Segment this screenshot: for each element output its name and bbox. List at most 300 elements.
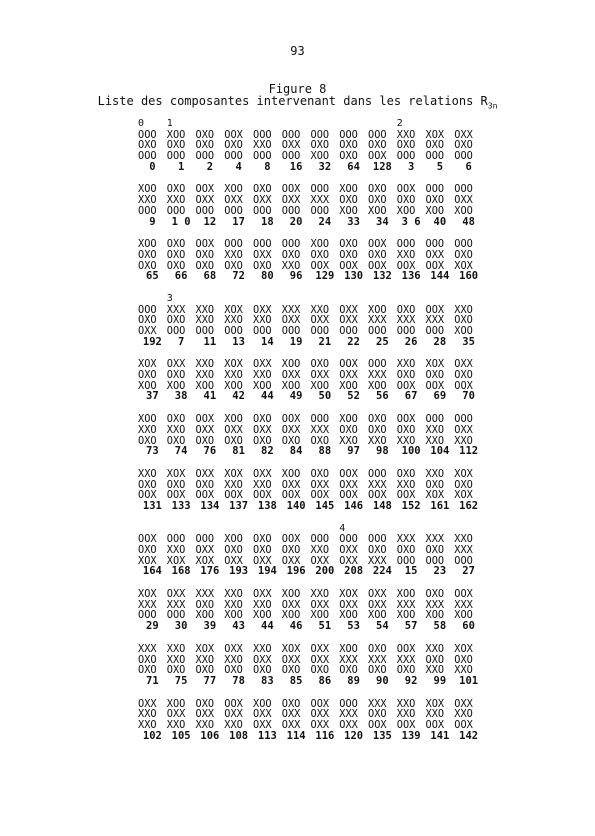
pattern-cell: OXX <box>253 194 272 207</box>
pattern-cell: OOX <box>253 489 272 502</box>
component-number: 168 <box>171 565 191 578</box>
pattern-cell: OXO <box>396 544 416 556</box>
pattern-cell: OOO <box>166 150 186 163</box>
pattern-cell: OOO <box>166 204 186 217</box>
component-number: 99 <box>433 674 447 687</box>
component-number: 21 <box>318 335 332 348</box>
pattern-cell: OOX <box>281 489 301 502</box>
pattern-cell: OXO <box>138 314 157 327</box>
pattern-cell: XXX <box>368 478 387 491</box>
pattern-cell: XXO <box>166 653 186 666</box>
pattern-cell: OXX <box>454 697 473 710</box>
pattern-cell: OOO <box>310 128 330 141</box>
pattern-cell: OXX <box>224 554 243 567</box>
pattern-cell: OOX <box>396 183 416 196</box>
pattern-cell: XOO <box>339 642 358 655</box>
pattern-cell: XOX <box>138 588 157 601</box>
pattern-cell: OXX <box>281 554 301 567</box>
pattern-cell: XOO <box>368 609 387 622</box>
component-number: 27 <box>462 565 475 578</box>
component-number: 17 <box>232 215 245 228</box>
pattern-cell: OOO <box>454 238 473 251</box>
pattern-cell: OXO <box>396 369 416 382</box>
pattern-cell: OXO <box>310 139 330 152</box>
pattern-cell: OOO <box>253 325 272 337</box>
component-number: 20 <box>289 215 303 228</box>
component-number: 8 <box>264 160 271 173</box>
pattern-cell: XXO <box>396 434 416 447</box>
pattern-cell: XOX <box>454 259 473 272</box>
pattern-cell: OXX <box>224 194 243 207</box>
pattern-cell: OXO <box>166 478 186 491</box>
pattern-cell: XXX <box>138 598 157 611</box>
pattern-cell: OOX <box>396 489 416 502</box>
component-number: 102 <box>142 729 162 742</box>
pattern-cell: XXO <box>224 653 243 666</box>
pattern-cell: OOO <box>166 609 186 622</box>
component-number: 72 <box>232 270 245 283</box>
pattern-cell: OOO <box>253 204 272 217</box>
pattern-cell: OXX <box>310 642 330 655</box>
pattern-cell: XXX <box>454 598 473 611</box>
pattern-cell: XOO <box>224 183 243 196</box>
component-number: 12 <box>203 215 217 228</box>
pattern-cell: OXX <box>253 718 272 731</box>
pattern-cell: XXO <box>396 697 416 710</box>
pattern-cell: OXO <box>425 478 445 491</box>
component-number: 129 <box>315 270 335 283</box>
component-number: 77 <box>203 674 217 687</box>
number-row <box>138 446 483 457</box>
pattern-cell: OXO <box>195 248 215 261</box>
pattern-cell: XXX <box>339 708 358 721</box>
pattern-cell: OXX <box>253 653 272 666</box>
pattern-cell: OOX <box>368 718 387 731</box>
pattern-cell: XOO <box>339 204 358 217</box>
pattern-cell: OXO <box>396 664 416 677</box>
component-number: 14 <box>261 335 274 348</box>
pattern-cell: XOO <box>425 609 445 622</box>
pattern-cell: OXO <box>253 413 272 426</box>
component-number: 37 <box>146 390 159 403</box>
component-number: 106 <box>200 729 220 742</box>
pattern-cell: XXO <box>253 314 272 327</box>
component-number: 139 <box>401 729 421 742</box>
pattern-cell: OOO <box>281 238 301 251</box>
pattern-cell: OXO <box>339 139 358 152</box>
component-number: 152 <box>401 499 421 512</box>
pattern-cell: OXX <box>425 248 445 261</box>
pattern-cell: OXO <box>368 423 387 436</box>
pattern-cell: OXO <box>166 664 186 677</box>
pattern-cell: OXX <box>339 369 358 382</box>
pattern-cell: OOO <box>339 697 358 710</box>
component-number: 100 <box>401 445 421 458</box>
pattern-cell: XXO <box>195 369 215 382</box>
component-number: 85 <box>289 674 303 687</box>
pattern-cell: XOO <box>339 183 358 196</box>
component-number: 5 <box>436 160 444 173</box>
pattern-cell: OXO <box>138 139 157 152</box>
pattern-cell: XOO <box>166 697 186 710</box>
pattern-cell: XXO <box>166 194 186 207</box>
pattern-cell: OXO <box>138 653 157 666</box>
component-block <box>138 524 483 577</box>
pattern-cell: OXO <box>195 598 215 611</box>
component-number: 80 <box>261 270 274 283</box>
pattern-cell: OXO <box>138 259 157 272</box>
component-number: 140 <box>286 499 306 512</box>
pattern-cell: XOX <box>454 489 473 502</box>
pattern-cell: OOO <box>425 183 445 196</box>
pattern-cell: OOX <box>310 697 330 710</box>
pattern-cell: OXO <box>166 238 186 251</box>
pattern-cell: OOX <box>339 467 358 480</box>
pattern-cell: OOX <box>166 489 186 502</box>
group-marker: 3 <box>166 292 173 304</box>
pattern-cell: OOO <box>195 204 215 217</box>
pattern-cell: OXX <box>195 194 215 207</box>
pattern-cell: OOO <box>166 533 186 546</box>
pattern-cell: OXX <box>281 314 301 327</box>
pattern-cell: OXO <box>339 248 358 261</box>
pattern-cell: OOO <box>138 204 157 217</box>
pattern-cell: OOX <box>425 259 445 272</box>
pattern-cell: OXO <box>396 467 416 480</box>
pattern-cell: OXO <box>425 194 445 207</box>
component-number: 65 <box>146 270 159 283</box>
pattern-cell: OOX <box>195 238 215 251</box>
pattern-cell: XOO <box>310 609 330 622</box>
pattern-cell: OOO <box>224 325 243 337</box>
pattern-cell: OXX <box>454 358 473 371</box>
pattern-cell: XOX <box>339 588 358 601</box>
pattern-cell: OXO <box>368 183 387 196</box>
component-number: 44 <box>261 620 274 633</box>
pattern-cell: XOX <box>454 467 473 480</box>
pattern-cell: OXO <box>425 653 445 666</box>
component-number: 0 <box>149 160 156 173</box>
pattern-cell: OXO <box>368 413 387 426</box>
pattern-cell: OXO <box>281 434 301 447</box>
pattern-cell: OXO <box>224 434 243 447</box>
pattern-cell: XOX <box>138 554 157 567</box>
component-number: 146 <box>344 499 364 512</box>
pattern-cell: OXO <box>368 194 387 207</box>
pattern-cell: XOO <box>253 697 272 710</box>
component-number: 98 <box>376 445 389 458</box>
pattern-cell: XOO <box>310 379 330 392</box>
pattern-cell: OOO <box>253 150 272 163</box>
pattern-cell: OXO <box>368 708 387 721</box>
component-number: 16 <box>289 160 303 173</box>
pattern-cell: OOO <box>339 533 358 546</box>
pattern-cell: OOX <box>138 489 157 502</box>
pattern-cell: OXO <box>253 259 272 272</box>
pattern-cell: OXO <box>310 248 330 261</box>
pattern-cell: XOO <box>454 609 473 622</box>
component-number: 69 <box>433 390 447 403</box>
pattern-cell: OOO <box>224 150 243 163</box>
group-marker: 0 <box>138 118 145 129</box>
pattern-cell: OXO <box>368 664 387 677</box>
pattern-cell: OXO <box>425 588 445 601</box>
pattern-cell: OOO <box>454 183 473 196</box>
pattern-cell: OXO <box>310 467 330 480</box>
pattern-row <box>138 644 483 655</box>
component-number: 19 <box>289 335 303 348</box>
pattern-cell: OOO <box>425 325 445 337</box>
pattern-cell: XOX <box>425 697 445 710</box>
component-number: 144 <box>430 270 450 283</box>
number-row <box>138 337 483 348</box>
component-number: 131 <box>142 499 162 512</box>
pattern-cell: OXO <box>166 259 186 272</box>
pattern-cell: OOO <box>310 413 330 426</box>
pattern-cell: XXX <box>368 653 387 666</box>
pattern-cell: OXX <box>339 544 358 556</box>
pattern-cell: OXO <box>253 664 272 677</box>
pattern-cell: XOO <box>310 150 330 163</box>
pattern-cell: XOO <box>339 413 358 426</box>
pattern-cell: XOO <box>166 128 186 141</box>
component-block <box>138 644 483 687</box>
pattern-cell: XXO <box>425 467 445 480</box>
component-number: 120 <box>344 729 364 742</box>
component-number: 92 <box>404 674 418 687</box>
pattern-cell: OXX <box>224 708 243 721</box>
pattern-cell: OOX <box>396 718 416 731</box>
pattern-cell: OXX <box>281 139 301 152</box>
pattern-cell: OOX <box>425 379 445 392</box>
pattern-cell: OXX <box>195 544 215 556</box>
pattern-cell: OOX <box>396 642 416 655</box>
pattern-cell: OXX <box>224 642 243 655</box>
pattern-cell: OXX <box>281 194 301 207</box>
pattern-cell: XOO <box>368 204 387 217</box>
component-number: 41 <box>203 390 217 403</box>
component-number: 78 <box>232 674 245 687</box>
pattern-cell: XOO <box>368 303 387 316</box>
component-number: 141 <box>430 729 450 742</box>
pattern-cell: OXO <box>138 248 157 261</box>
pattern-cell: OXO <box>195 664 215 677</box>
pattern-cell: XOO <box>339 379 358 392</box>
component-number: 50 <box>318 390 332 403</box>
pattern-cell: OXX <box>281 718 301 731</box>
component-number: 176 <box>200 565 220 578</box>
pattern-cell: OOO <box>253 238 272 251</box>
pattern-cell: XXO <box>253 369 272 382</box>
pattern-cell: XXO <box>138 718 157 731</box>
pattern-cell: OXO <box>454 653 473 666</box>
pattern-cell: OOO <box>454 413 473 426</box>
component-number: 51 <box>318 620 332 633</box>
pattern-cell: XXO <box>224 718 243 731</box>
pattern-cell: OXX <box>310 314 330 327</box>
pattern-cell: OXX <box>224 423 243 436</box>
pattern-cell: OXX <box>253 467 272 480</box>
component-number: 44 <box>261 390 274 403</box>
pattern-cell: XXO <box>454 664 473 677</box>
pattern-cell: OXX <box>253 248 272 261</box>
pattern-cell: XOX <box>195 554 215 567</box>
pattern-cell: OOX <box>425 303 445 316</box>
pattern-cell: OXO <box>454 369 473 382</box>
pattern-cell: OXX <box>166 358 186 371</box>
component-number: 56 <box>376 390 389 403</box>
component-number: 25 <box>376 335 389 348</box>
pattern-cell: OXO <box>396 303 416 316</box>
component-number: 67 <box>404 390 418 403</box>
pattern-cell: OXO <box>195 478 215 491</box>
pattern-row <box>138 250 483 261</box>
pattern-cell: OXX <box>281 369 301 382</box>
pattern-cell: OXX <box>253 588 272 601</box>
pattern-cell: XXO <box>253 139 272 152</box>
pattern-cell: XOO <box>454 204 473 217</box>
pattern-cell: OXO <box>368 139 387 152</box>
component-block <box>138 589 483 632</box>
pattern-cell: OXO <box>425 544 445 556</box>
pattern-cell: OXX <box>310 598 330 611</box>
pattern-cell: OXO <box>281 697 301 710</box>
pattern-cell: OOO <box>339 325 358 337</box>
component-number: 49 <box>289 390 303 403</box>
number-row <box>138 501 483 512</box>
component-number: 224 <box>372 565 392 578</box>
component-number: 6 <box>465 160 472 173</box>
pattern-cell: XOO <box>310 238 330 251</box>
pattern-cell: OXX <box>253 303 272 316</box>
component-number: 40 <box>433 215 447 228</box>
pattern-cell: XOO <box>138 413 157 426</box>
pattern-cell: XXO <box>166 718 186 731</box>
pattern-cell: XOX <box>454 642 473 655</box>
pattern-cell: OOX <box>368 489 387 502</box>
pattern-cell: OOO <box>425 554 445 567</box>
pattern-cell: OXX <box>454 128 473 141</box>
pattern-cell: OXO <box>138 369 157 382</box>
pattern-cell: OXO <box>195 128 215 141</box>
pattern-cell: OXO <box>281 248 301 261</box>
component-number: 1 0 <box>171 215 191 228</box>
component-block <box>138 294 483 347</box>
pattern-row <box>138 425 483 436</box>
component-block <box>138 414 483 457</box>
figure-subtitle <box>0 94 595 110</box>
pattern-cell: OXX <box>281 708 301 721</box>
pattern-cell: OXO <box>281 544 301 556</box>
component-number: 35 <box>462 335 475 348</box>
pattern-cell: OXX <box>339 554 358 567</box>
pattern-cell: XOO <box>281 358 301 371</box>
pattern-cell: OXO <box>166 139 186 152</box>
pattern-cell: OOO <box>138 303 157 316</box>
pattern-cell: XXO <box>195 653 215 666</box>
pattern-cell: OXO <box>339 664 358 677</box>
pattern-cell: OOO <box>138 609 157 622</box>
component-number: 135 <box>372 729 392 742</box>
pattern-cell: XOO <box>166 379 186 392</box>
pattern-cell: OXO <box>368 248 387 261</box>
component-number: 58 <box>433 620 447 633</box>
group-marker: 4 <box>339 522 346 534</box>
component-block <box>138 184 483 227</box>
pattern-cell: OOO <box>310 204 330 217</box>
pattern-cell: OXO <box>195 139 215 152</box>
pattern-cell: OXO <box>368 544 387 556</box>
pattern-cell: XOO <box>195 609 215 622</box>
pattern-cell: OXX <box>454 423 473 436</box>
pattern-cell: XOX <box>166 467 186 480</box>
component-block <box>138 119 483 172</box>
pattern-row <box>138 469 483 480</box>
component-number: 130 <box>344 270 364 283</box>
pattern-cell: OXX <box>339 478 358 491</box>
pattern-cell: OXO <box>396 139 416 152</box>
pattern-cell: XOO <box>195 379 215 392</box>
number-row <box>138 217 483 228</box>
component-number: 164 <box>142 565 162 578</box>
pattern-row <box>138 665 483 676</box>
pattern-cell: OXX <box>281 653 301 666</box>
pattern-cell: OOX <box>396 379 416 392</box>
pattern-cell: XOO <box>454 325 473 337</box>
component-number: 73 <box>146 445 159 458</box>
pattern-cell: XOO <box>396 609 416 622</box>
pattern-cell: XXX <box>454 544 473 556</box>
pattern-cell: XXO <box>425 434 445 447</box>
pattern-cell: XOX <box>166 554 186 567</box>
component-number: 15 <box>404 565 418 578</box>
component-number: 200 <box>315 565 335 578</box>
subtitle-subscript: 3n <box>487 101 498 111</box>
pattern-cell: XXO <box>195 314 215 327</box>
figure-title: Figure 8 <box>268 82 327 96</box>
component-number: 148 <box>372 499 392 512</box>
pattern-cell: XXX <box>195 588 215 601</box>
pattern-cell: XXX <box>368 697 387 710</box>
pattern-cell: OXO <box>166 314 186 327</box>
component-number: 145 <box>315 499 335 512</box>
pattern-cell: XXO <box>224 314 243 327</box>
pattern-row <box>138 206 483 217</box>
pattern-cell: OXO <box>454 139 473 152</box>
pattern-cell: XOO <box>281 379 301 392</box>
pattern-cell: XXO <box>339 434 358 447</box>
pattern-cell: XXX <box>138 642 157 655</box>
component-number: 104 <box>430 445 450 458</box>
component-number: 32 <box>318 160 332 173</box>
pattern-cell: XXO <box>224 369 243 382</box>
pattern-cell: XXO <box>396 708 416 721</box>
component-number: 132 <box>372 270 392 283</box>
pattern-cell: XOO <box>253 609 272 622</box>
pattern-cell: OXX <box>281 478 301 491</box>
pattern-cell: XOX <box>224 358 243 371</box>
pattern-cell: XXO <box>281 259 301 272</box>
pattern-cell: XXO <box>454 708 473 721</box>
pattern-cell: XOO <box>224 609 243 622</box>
pattern-cell: OXO <box>339 194 358 207</box>
component-block <box>138 469 483 512</box>
pattern-cell: XOO <box>224 413 243 426</box>
pattern-cell: XXX <box>368 554 387 567</box>
component-number: 34 <box>376 215 389 228</box>
component-number: 136 <box>401 270 421 283</box>
pattern-cell: OOO <box>368 325 387 337</box>
